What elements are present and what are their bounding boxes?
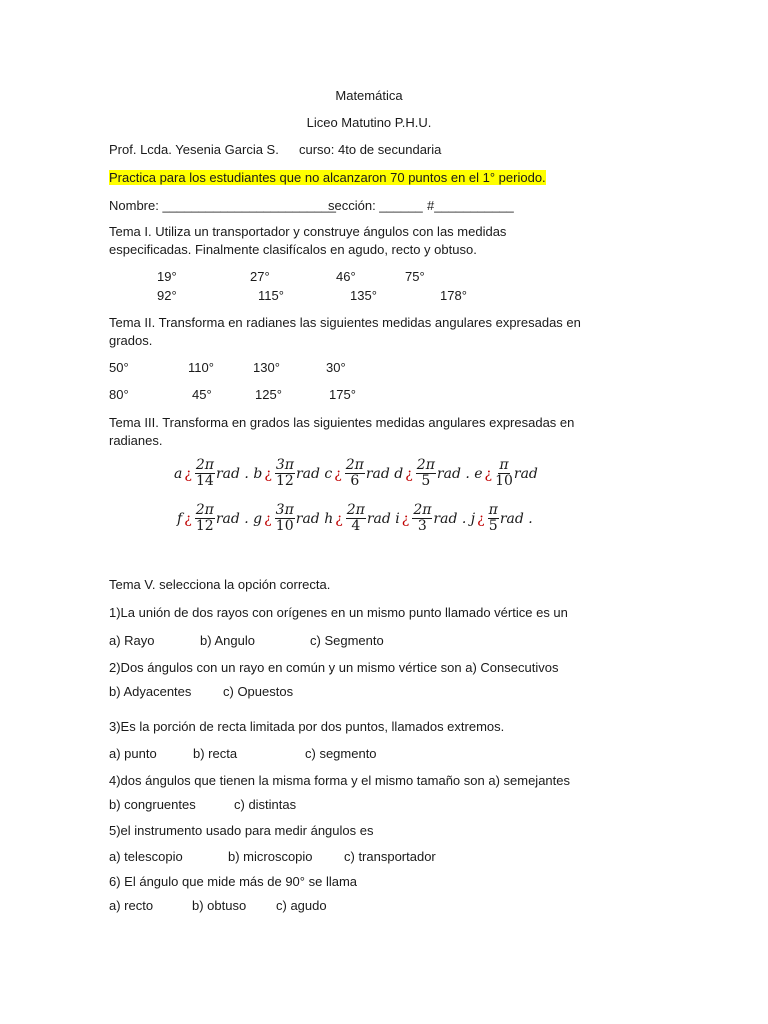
tema1-angle: 46° <box>336 269 356 284</box>
tema2-angle: 175° <box>329 387 356 402</box>
inverted-question-glyph: ¿ <box>184 465 192 482</box>
fraction <box>495 458 513 489</box>
unit-text: rad h <box>295 510 334 527</box>
fraction-numerator: 2π <box>195 502 214 518</box>
question-6: 6) El ángulo que mide más de 90° se llama <box>109 874 358 889</box>
unit-text: rad . <box>499 510 533 527</box>
unit-text: rad d <box>365 465 404 482</box>
fraction-denominator: 5 <box>421 473 431 489</box>
unit-text: rad i <box>366 510 400 527</box>
course-label: curso: 4to de secundaria <box>299 142 442 157</box>
inverted-question-glyph: ¿ <box>184 510 192 527</box>
option: b) Angulo <box>200 633 255 648</box>
option: c) segmento <box>305 746 377 761</box>
tema2-angle: 125° <box>255 387 282 402</box>
fraction-numerator: 2π <box>413 502 432 518</box>
unit-text: rad <box>513 465 538 482</box>
fraction-numerator: 2π <box>346 502 365 518</box>
option: c) Segmento <box>310 633 384 648</box>
fraction <box>195 458 215 489</box>
school-name: Liceo Matutino P.H.U. <box>306 115 432 130</box>
option: b) congruentes <box>109 797 196 812</box>
fraction-numerator: 3π <box>275 457 294 473</box>
tema1-angle: 115° <box>258 288 284 303</box>
tema3-text-2: radianes. <box>109 433 163 448</box>
tema1-angle: 27° <box>250 269 270 284</box>
inverted-question-glyph: ¿ <box>477 510 485 527</box>
formula-row-1 <box>174 458 538 489</box>
question-2: 2)Dos ángulos con un rayo en común y un mismo vértice son a) Consecutivos <box>109 660 559 675</box>
tema2-angle: 30° <box>326 360 346 375</box>
unit-text: rad . b <box>215 465 263 482</box>
tema1-text-1: Tema I. Utiliza un transportador y construye ángulos con las medidas <box>109 224 507 239</box>
unit-text: rad . j <box>433 510 476 527</box>
option: c) transportador <box>344 849 436 864</box>
highlight-note: Practica para los estudiantes que no alcanzaron 70 puntos en el 1° periodo. <box>109 170 546 185</box>
unit-text: rad c <box>295 465 333 482</box>
section-field: sección: ______ <box>328 198 423 213</box>
fraction-numerator: 3π <box>275 502 294 518</box>
option: a) telescopio <box>109 849 183 864</box>
fraction <box>345 458 365 489</box>
fraction <box>275 458 295 489</box>
fraction-denominator: 3 <box>417 518 427 534</box>
tema1-angle: 178° <box>440 288 467 303</box>
tema1-text-2: especificadas. Finalmente clasifícalos en agudo, recto y obtuso. <box>109 242 477 257</box>
fraction <box>195 503 215 534</box>
teacher-name: Prof. Lcda. Yesenia Garcia S. <box>109 142 279 157</box>
tema1-angle: 19° <box>157 269 177 284</box>
option: b) Adyacentes <box>109 684 192 699</box>
unit-text: rad . g <box>215 510 263 527</box>
tema2-angle: 50° <box>109 360 129 375</box>
fraction-denominator: 4 <box>351 518 361 534</box>
tema2-text-2: grados. <box>109 333 153 348</box>
inverted-question-glyph: ¿ <box>401 510 410 527</box>
inverted-question-glyph: ¿ <box>264 510 272 527</box>
question-1: 1)La unión de dos rayos con orígenes en un mismo punto llamado vértice es un <box>109 605 568 620</box>
option: b) recta <box>193 746 238 761</box>
fraction <box>488 503 499 534</box>
option: b) obtuso <box>192 898 247 913</box>
fraction <box>346 503 366 534</box>
fraction-denominator: 5 <box>488 518 498 534</box>
tema1-angle: 135° <box>350 288 377 303</box>
tema5-title: Tema V. selecciona la opción correcta. <box>109 577 331 592</box>
inverted-question-glyph: ¿ <box>484 465 493 482</box>
fraction-numerator: 2π <box>345 457 364 473</box>
option: a) Rayo <box>109 633 155 648</box>
fraction-numerator: π <box>499 457 509 473</box>
option: c) Opuestos <box>223 684 294 699</box>
inverted-question-glyph: ¿ <box>334 465 342 482</box>
option: b) microscopio <box>228 849 313 864</box>
fraction <box>412 503 432 534</box>
inverted-question-glyph: ¿ <box>264 465 272 482</box>
tema2-angle: 110° <box>188 360 214 375</box>
tema1-angle: 75° <box>405 269 425 284</box>
tema2-text-1: Tema II. Transforma en radianes las siguientes medidas angulares expresadas en <box>109 315 581 330</box>
page-title: Matemática <box>335 88 403 103</box>
fraction <box>275 503 295 534</box>
option: c) agudo <box>276 898 327 913</box>
tema3-text-1: Tema III. Transforma en grados las siguientes medidas angulares expresadas en <box>109 415 575 430</box>
fraction-denominator: 10 <box>495 473 513 489</box>
name-field: Nombre: ________________________ <box>109 198 336 213</box>
fraction <box>416 458 436 489</box>
fraction-denominator: 14 <box>196 473 214 489</box>
tema2-angle: 80° <box>109 387 129 402</box>
item-letter: f <box>177 510 183 527</box>
option: a) punto <box>109 746 157 761</box>
option: c) distintas <box>234 797 297 812</box>
tema2-angle: 45° <box>192 387 212 402</box>
inverted-question-glyph: ¿ <box>405 465 413 482</box>
inverted-question-glyph: ¿ <box>335 510 343 527</box>
item-letter: a <box>174 465 183 482</box>
tema1-angle: 92° <box>157 288 177 303</box>
tema2-angle: 130° <box>253 360 280 375</box>
fraction-denominator: 10 <box>275 518 294 534</box>
fraction-numerator: π <box>488 502 498 518</box>
option: a) recto <box>109 898 154 913</box>
fraction-denominator: 12 <box>275 473 294 489</box>
fraction-numerator: 2π <box>416 457 435 473</box>
question-3: 3)Es la porción de recta limitada por dos puntos, llamados extremos. <box>109 719 505 734</box>
fraction-denominator: 6 <box>350 473 360 489</box>
formula-row-2 <box>177 503 533 534</box>
unit-text: rad . e <box>436 465 483 482</box>
question-4: 4)dos ángulos que tienen la misma forma y el mismo tamaño son a) semejantes <box>109 773 570 788</box>
number-field: #___________ <box>427 198 514 213</box>
fraction-denominator: 12 <box>195 518 214 534</box>
fraction-numerator: 2π <box>195 457 214 473</box>
question-5: 5)el instrumento usado para medir ángulos es <box>109 823 374 838</box>
